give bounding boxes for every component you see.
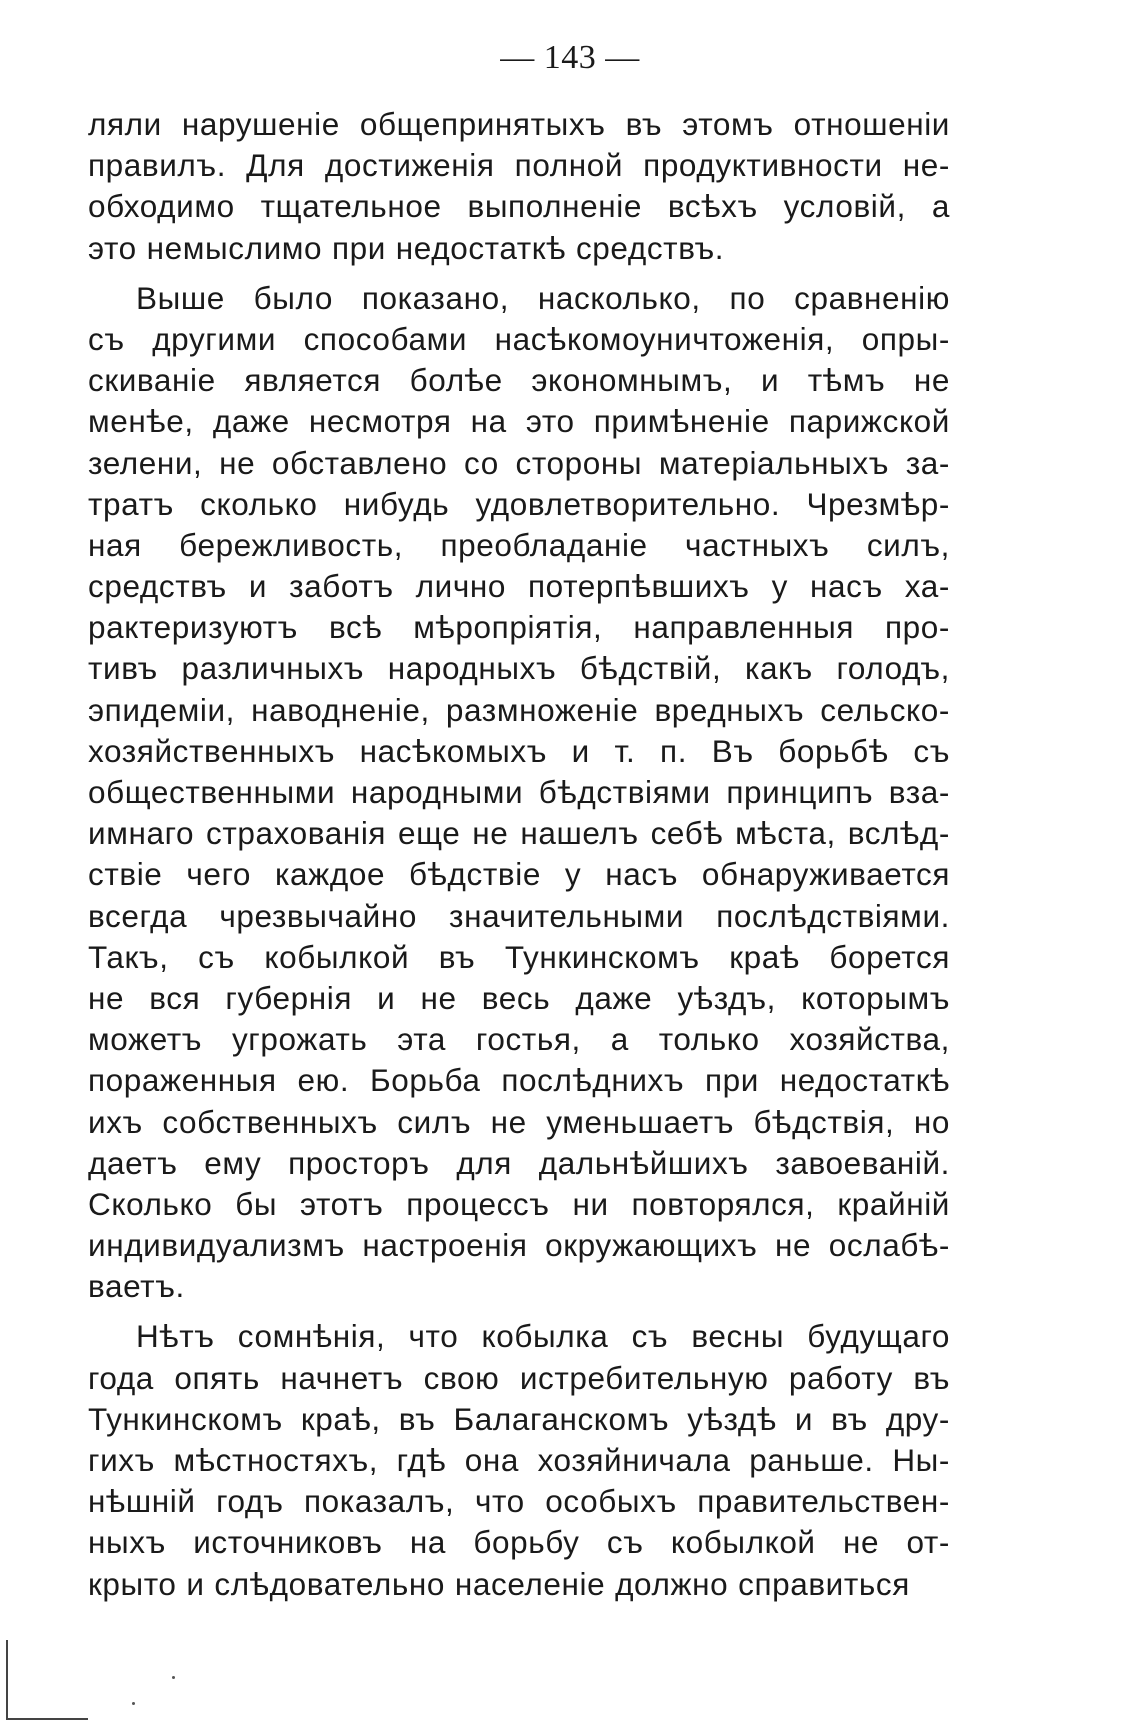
text-line: Такъ, съ кобылкой въ Тункинскомъ краѣ борется bbox=[88, 938, 950, 975]
text-line: средствъ и заботъ лично потерпѣвшихъ у насъ ха- bbox=[88, 568, 950, 605]
text-line: гихъ мѣстностяхъ, гдѣ она хозяйничала раньше. Ны- bbox=[88, 1442, 950, 1478]
text-line: общественными народными бѣдствіями принципъ вза- bbox=[88, 774, 950, 810]
text-line: крыто и слѣдовательно населеніе должно справиться bbox=[88, 1565, 910, 1602]
text-line: тивъ различныхъ народныхъ бѣдствій, какъ голодъ, bbox=[88, 650, 950, 687]
text-line: тратъ сколько нибудь удовлетворительно. Чрезмѣр- bbox=[88, 485, 950, 522]
text-line: даетъ ему просторъ для дальнѣйшихъ завоеваній. bbox=[88, 1144, 950, 1181]
text-line: ляли нарушеніе общепринятыхъ въ этомъ отношеніи bbox=[88, 106, 950, 142]
scan-speck bbox=[132, 1702, 135, 1705]
text-line: нѣшній годъ показалъ, что особыхъ правительствен- bbox=[88, 1483, 950, 1520]
scan-margin-line bbox=[6, 1640, 8, 1720]
text-line: всегда чрезвычайно значительными послѣдствіями. bbox=[88, 897, 950, 934]
text-line: Выше было показано, насколько, по сравненію bbox=[136, 279, 950, 316]
text-line: ныхъ источниковъ на борьбу съ кобылкой не от- bbox=[88, 1524, 950, 1561]
paragraph bbox=[88, 278, 950, 1308]
text-line: пораженныя ею. Борьба послѣднихъ при недостаткѣ bbox=[88, 1062, 950, 1099]
scan-margin-mark bbox=[8, 1718, 88, 1720]
text-line: ихъ собственныхъ силъ не уменьшаетъ бѣдствія, но bbox=[88, 1103, 950, 1140]
text-line: ваетъ. bbox=[88, 1268, 185, 1305]
text-line: года опять начнетъ свою истребительную работу въ bbox=[88, 1359, 950, 1396]
text-line: Сколько бы этотъ процессъ ни повторялся, крайній bbox=[88, 1185, 950, 1222]
text-line: ствіе чего каждое бѣдствіе у насъ обнаруживается bbox=[88, 856, 950, 893]
page-number: — 143 — bbox=[500, 39, 640, 76]
text-line: Нѣтъ сомнѣнія, что кобылка съ весны будущаго bbox=[136, 1318, 950, 1355]
text-line: индивидуализмъ настроенія окружающихъ не ослабѣ- bbox=[88, 1227, 950, 1264]
text-line: хозяйственныхъ насѣкомыхъ и т. п. Въ борьбѣ съ bbox=[88, 732, 950, 769]
text-line: имнаго страхованія еще не нашелъ себѣ мѣста, вслѣд- bbox=[88, 815, 950, 852]
text-line: рактеризуютъ всѣ мѣропріятія, направленныя про- bbox=[88, 609, 950, 646]
paragraph-gap bbox=[88, 1307, 950, 1316]
text-line: съ другими способами насѣкомоуничтоженія, опры- bbox=[88, 320, 950, 357]
scan-speck bbox=[172, 1676, 175, 1679]
text-line: Тункинскомъ краѣ, въ Балаганскомъ уѣздѣ и въ дру- bbox=[88, 1400, 950, 1437]
text-line: это немыслимо при недостаткѣ средствъ. bbox=[88, 229, 725, 266]
text-line: не вся губернія и не весь даже уѣздъ, которымъ bbox=[88, 979, 950, 1016]
paragraph bbox=[88, 104, 950, 269]
paragraph-gap bbox=[88, 269, 950, 278]
text-line: зелени, не обставлено со стороны матеріальныхъ за- bbox=[88, 444, 950, 481]
text-line: эпидеміи, наводненіе, размноженіе вредныхъ сельско- bbox=[88, 691, 950, 728]
text-line: обходимо тщательное выполненіе всѣхъ условій, а bbox=[88, 188, 950, 225]
paragraph bbox=[88, 1316, 950, 1604]
text-line: ная бережливость, преобладаніе частныхъ силъ, bbox=[88, 526, 950, 563]
text-line: можетъ угрожать эта гостья, а только хозяйства, bbox=[88, 1021, 950, 1058]
text-line: менѣе, даже несмотря на это примѣненіе парижской bbox=[88, 403, 950, 440]
text-line: правилъ. Для достиженія полной продуктивности не- bbox=[88, 147, 950, 184]
body-text bbox=[88, 104, 950, 1605]
text-line: скиваніе является болѣе экономнымъ, и тѣмъ не bbox=[88, 362, 950, 399]
